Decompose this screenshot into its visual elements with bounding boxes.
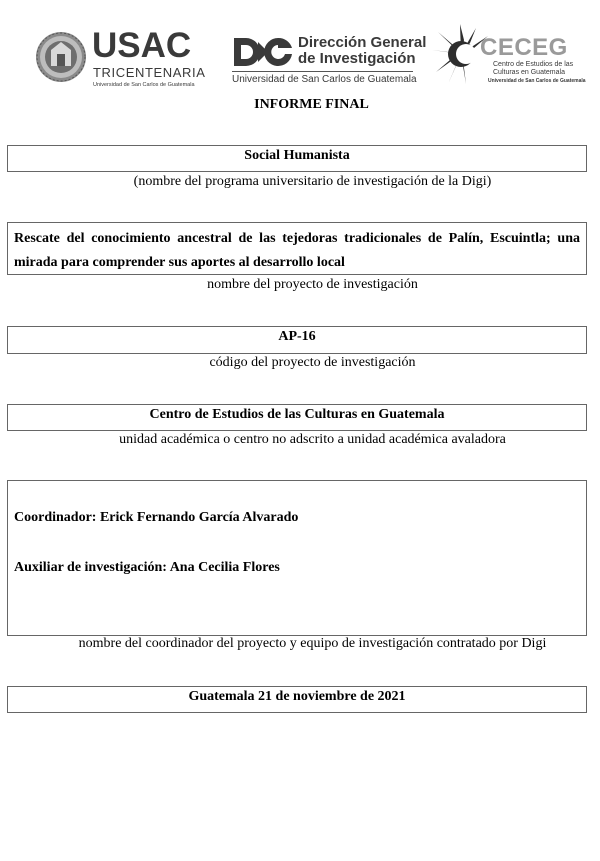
ceceg-subtitle-line1: Centro de Estudios de las xyxy=(493,61,574,68)
usac-subtitle: TRICENTENARIA xyxy=(93,65,206,80)
report-title: INFORME FINAL xyxy=(254,97,369,112)
project-code-box: AP-16 xyxy=(7,326,587,354)
digi-name-line1: Dirección General xyxy=(298,34,427,51)
research-team-caption: nombre del coordinador del proyecto y equipo de investigación contratado por Digi xyxy=(78,636,547,651)
academic-unit-caption: unidad académica o centro no adscrito a unidad académica avaladora xyxy=(119,432,506,447)
digi-name-line2: de Investigación xyxy=(298,50,416,67)
ceceg-subtitle-line2: Culturas en Guatemala xyxy=(493,68,565,76)
research-team-box xyxy=(7,480,587,636)
usac-university: Universidad de San Carlos de Guatemala xyxy=(93,82,195,88)
digi-divider xyxy=(232,71,413,72)
usac-title: USAC xyxy=(92,26,192,65)
usac-seal-logo xyxy=(35,30,87,84)
project-caption: nombre del proyecto de investigación xyxy=(207,277,418,292)
report-date-box: Guatemala 21 de noviembre de 2021 xyxy=(7,686,587,713)
assistant-text: Auxiliar de investigación: Ana Cecilia Flores xyxy=(14,560,280,575)
digi-logo-mark xyxy=(232,36,294,68)
ceceg-title: CECEG xyxy=(480,34,568,61)
project-box: Rescate del conocimiento ancestral de las tejedoras tradicionales de Palín, Escuintla; una mirada para comprender sus aportes al desarrollo local xyxy=(7,222,587,275)
digi-university: Universidad de San Carlos de Guatemala xyxy=(232,74,417,85)
project-code-caption: código del proyecto de investigación xyxy=(209,355,416,370)
coordinator-text: Coordinador: Erick Fernando García Alvarado xyxy=(14,510,299,525)
program-caption: (nombre del programa universitario de investigación de la Digi) xyxy=(133,174,492,189)
academic-unit-box: Centro de Estudios de las Culturas en Guatemala xyxy=(7,404,587,431)
ceceg-university: Universidad de San Carlos de Guatemala xyxy=(488,78,586,84)
program-box: Social Humanista xyxy=(7,145,587,172)
ceceg-subtitle xyxy=(493,61,573,76)
